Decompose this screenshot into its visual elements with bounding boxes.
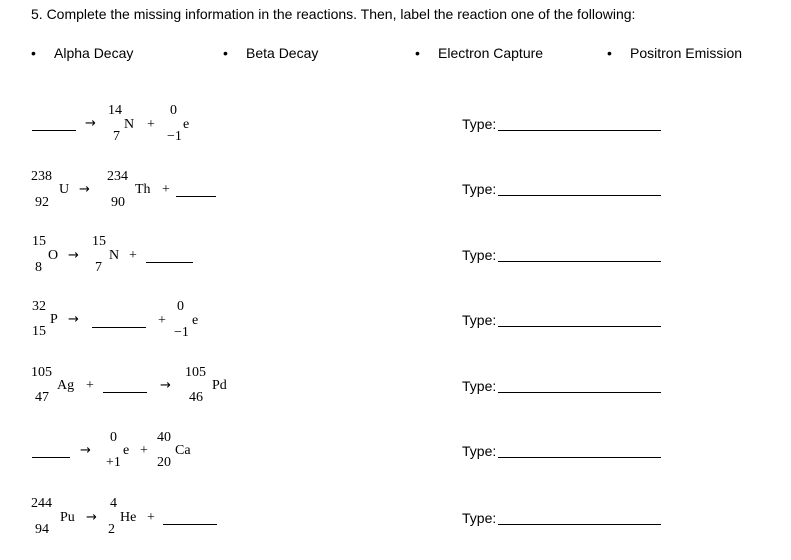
plus-sign: + — [162, 182, 170, 197]
atomic-number: 90 — [111, 195, 125, 210]
mass-number: 0 — [170, 103, 177, 118]
type-answer-blank[interactable] — [498, 524, 661, 525]
element-symbol: U — [59, 182, 70, 197]
type-answer-blank[interactable] — [498, 195, 661, 196]
atomic-number: −1 — [167, 129, 182, 144]
type-label: Type: — [462, 510, 497, 526]
mass-number: 14 — [108, 103, 122, 118]
mass-number: 234 — [107, 169, 128, 184]
element-symbol: Ag — [57, 378, 75, 393]
type-label: Type: — [462, 443, 497, 459]
atomic-number: 8 — [35, 260, 42, 275]
arrow-icon: → — [85, 116, 96, 131]
plus-sign: + — [147, 510, 155, 525]
atomic-number: 15 — [32, 324, 46, 339]
element-symbol: e — [183, 117, 190, 132]
element-symbol: O — [48, 248, 59, 263]
answer-blank[interactable] — [32, 457, 70, 458]
answer-blank[interactable] — [176, 196, 216, 197]
answer-blank[interactable] — [163, 524, 217, 525]
arrow-icon: → — [68, 248, 79, 263]
atomic-number: +1 — [106, 455, 121, 470]
bullet-icon: • — [31, 45, 36, 61]
option-electron-capture: Electron Capture — [438, 45, 544, 61]
element-symbol: Pd — [212, 378, 227, 393]
element-symbol: He — [120, 510, 137, 525]
type-answer-blank[interactable] — [498, 326, 661, 327]
option-beta-decay: Beta Decay — [246, 45, 319, 61]
arrow-icon: → — [86, 510, 97, 525]
mass-number: 32 — [32, 299, 46, 314]
arrow-icon: → — [160, 378, 171, 393]
element-symbol: N — [124, 117, 135, 132]
atomic-number: 20 — [157, 455, 171, 470]
question-text: 5. Complete the missing information in the reactions. Then, label the reaction one of the following: — [31, 6, 636, 22]
plus-sign: + — [158, 313, 166, 328]
answer-blank[interactable] — [103, 392, 147, 393]
mass-number: 40 — [157, 430, 171, 445]
plus-sign: + — [140, 443, 148, 458]
mass-number: 105 — [185, 365, 206, 380]
answer-blank[interactable] — [146, 262, 193, 263]
type-label: Type: — [462, 181, 497, 197]
plus-sign: + — [86, 378, 94, 393]
element-symbol: N — [109, 248, 120, 263]
mass-number: 15 — [32, 234, 46, 249]
atomic-number: 46 — [189, 390, 203, 405]
option-positron-emission: Positron Emission — [630, 45, 743, 61]
bullet-icon: • — [223, 45, 228, 61]
bullet-icon: • — [607, 45, 612, 61]
type-answer-blank[interactable] — [498, 392, 661, 393]
element-symbol: e — [192, 313, 199, 328]
arrow-icon: → — [68, 312, 79, 327]
arrow-icon: → — [79, 182, 90, 197]
atomic-number: 7 — [95, 260, 102, 275]
element-symbol: Ca — [175, 443, 191, 458]
type-answer-blank[interactable] — [498, 457, 661, 458]
mass-number: 244 — [31, 496, 52, 511]
atomic-number: −1 — [174, 325, 189, 340]
atomic-number: 2 — [108, 522, 115, 537]
answer-blank[interactable] — [92, 327, 146, 328]
bullet-icon: • — [415, 45, 420, 61]
mass-number: 0 — [110, 430, 117, 445]
arrow-icon: → — [80, 443, 91, 458]
atomic-number: 94 — [35, 522, 49, 537]
type-label: Type: — [462, 116, 497, 132]
element-symbol: Th — [135, 182, 151, 197]
type-answer-blank[interactable] — [498, 130, 661, 131]
type-label: Type: — [462, 247, 497, 263]
atomic-number: 7 — [113, 129, 120, 144]
mass-number: 105 — [31, 365, 52, 380]
mass-number: 4 — [110, 496, 117, 511]
type-answer-blank[interactable] — [498, 261, 661, 262]
plus-sign: + — [147, 117, 155, 132]
answer-blank[interactable] — [32, 130, 76, 131]
atomic-number: 92 — [35, 195, 49, 210]
mass-number: 15 — [92, 234, 106, 249]
type-label: Type: — [462, 378, 497, 394]
element-symbol: P — [50, 312, 58, 327]
element-symbol: e — [123, 443, 130, 458]
mass-number: 238 — [31, 169, 52, 184]
option-alpha-decay: Alpha Decay — [54, 45, 134, 61]
element-symbol: Pu — [60, 510, 75, 525]
mass-number: 0 — [177, 299, 184, 314]
atomic-number: 47 — [35, 390, 49, 405]
plus-sign: + — [129, 248, 137, 263]
type-label: Type: — [462, 312, 497, 328]
